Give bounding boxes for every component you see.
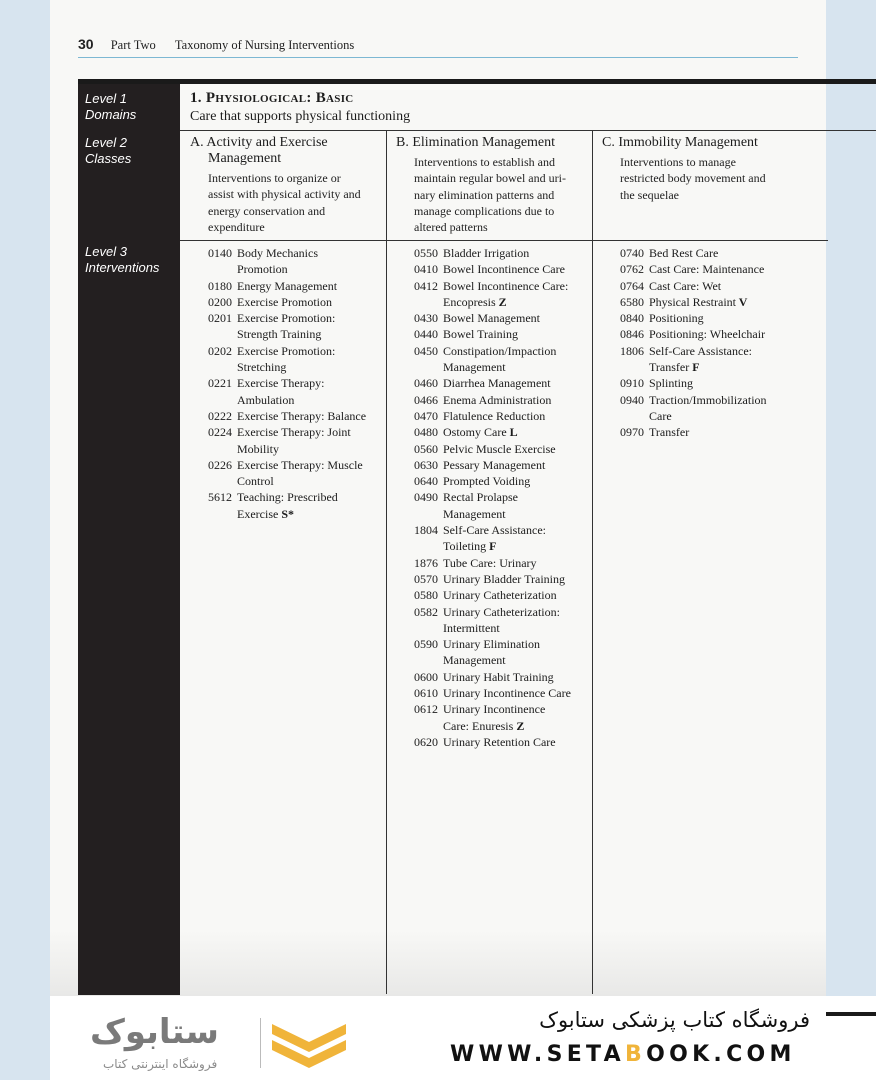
intervention-code: 1804: [414, 523, 438, 538]
intervention-name: Body Mechanics Promotion: [237, 246, 318, 277]
intervention-code: 0620: [414, 734, 438, 749]
intervention-name: Bed Rest Care: [649, 246, 719, 260]
intervention-name: Pessary Management: [443, 457, 546, 472]
intervention-code: 0560: [414, 441, 438, 456]
intervention-code: 1876: [414, 555, 438, 570]
intervention-name: Physical Restraint V: [649, 294, 748, 309]
class-a-title: A. Activity and Exercise Management: [190, 135, 328, 166]
intervention-code: 0612: [414, 702, 438, 717]
intervention-name: Urinary Habit Training: [443, 669, 554, 684]
intervention-code: 0466: [414, 392, 438, 407]
intervention-item: [414, 424, 588, 440]
intervention-name: Ostomy Care L: [443, 425, 518, 440]
intervention-code: 0910: [620, 376, 644, 391]
intervention-item: [414, 669, 588, 685]
class-b-title: B. Elimination Management: [396, 135, 556, 150]
intervention-code: 0640: [414, 474, 438, 489]
intervention-item: [208, 343, 384, 376]
class-c-interventions: [620, 245, 796, 441]
intervention-item: [414, 489, 588, 522]
domain-title: 1. Physiological: Basic: [190, 90, 354, 106]
level-sidebar: [78, 84, 180, 995]
intervention-code: 0460: [414, 376, 438, 391]
intervention-item: [414, 522, 588, 555]
intervention-code: 0430: [414, 311, 438, 326]
intervention-item: [414, 392, 588, 408]
class-b-interventions: [414, 245, 588, 750]
intervention-code: 1806: [620, 343, 644, 358]
intervention-item: [208, 278, 384, 294]
intervention-code: 6580: [620, 294, 644, 309]
intervention-item: [414, 555, 588, 571]
intervention-code: 5612: [208, 490, 232, 505]
intervention-item: [414, 343, 588, 376]
intervention-name: Urinary Elimination Management: [443, 637, 540, 668]
intervention-code: 0940: [620, 392, 644, 407]
intervention-item: [414, 278, 588, 311]
intervention-code: 0490: [414, 490, 438, 505]
intervention-tag: V: [736, 294, 748, 309]
intervention-item: [414, 261, 588, 277]
intervention-name: Enema Administration: [443, 392, 552, 407]
intervention-item: [414, 636, 588, 669]
intervention-name: Splinting: [649, 376, 694, 391]
class-rule: [180, 240, 828, 241]
intervention-code: 0480: [414, 425, 438, 440]
running-header: [78, 36, 354, 53]
intervention-name: Bowel Incontinence Care: Encopresis Z: [443, 278, 569, 309]
intervention-name: Urinary Bladder Training: [443, 571, 565, 586]
intervention-item: [208, 408, 384, 424]
intervention-item: [208, 294, 384, 310]
class-b-description: Interventions to establish and maintain regular bowel and uri- nary elimination patterns and manage complications due to altered patterns: [414, 155, 566, 235]
intervention-item: [620, 424, 796, 440]
intervention-code: 0740: [620, 246, 644, 260]
intervention-tag: F: [486, 539, 497, 554]
intervention-item: [414, 441, 588, 457]
intervention-code: 0582: [414, 604, 438, 619]
intervention-name: Cast Care: Wet: [649, 278, 722, 293]
logo-divider: [260, 1018, 261, 1068]
intervention-name: Urinary Incontinence Care: Enuresis Z: [443, 702, 546, 733]
intervention-name: Positioning: Wheelchair: [649, 327, 766, 342]
intervention-code: 0550: [414, 246, 438, 260]
column-divider-2: [592, 130, 593, 994]
intervention-name: Teaching: Prescribed Exercise S*: [237, 490, 338, 521]
intervention-name: Tube Care: Urinary: [443, 555, 537, 570]
intervention-item: [208, 457, 384, 490]
intervention-name: Urinary Catheterization: [443, 588, 557, 603]
intervention-code: 0221: [208, 376, 232, 391]
header-rule: [78, 57, 798, 58]
intervention-item: [620, 343, 796, 376]
intervention-item: [414, 473, 588, 489]
intervention-code: 0200: [208, 294, 232, 309]
intervention-code: 0201: [208, 311, 232, 326]
intervention-item: [414, 408, 588, 424]
class-c-title: C. Immobility Management: [602, 135, 758, 150]
intervention-item: [620, 310, 796, 326]
page-number: 30: [78, 36, 94, 52]
intervention-item: [620, 375, 796, 391]
domain-rule: [180, 130, 876, 131]
intervention-item: [620, 245, 796, 261]
intervention-item: [620, 392, 796, 425]
footer-bar: [826, 1012, 876, 1016]
intervention-name: Urinary Retention Care: [443, 734, 556, 749]
intervention-item: [620, 326, 796, 342]
intervention-item: [414, 375, 588, 391]
intervention-name: Diarrhea Management: [443, 376, 551, 391]
class-a-interventions: [208, 245, 384, 522]
intervention-name: Exercise Promotion: [237, 294, 332, 309]
intervention-code: 0840: [620, 311, 644, 326]
intervention-name: Transfer: [649, 425, 690, 440]
intervention-code: 0610: [414, 686, 438, 701]
intervention-name: Constipation/Impaction Management: [443, 343, 557, 375]
intervention-item: [620, 261, 796, 277]
intervention-name: Exercise Therapy: Joint Mobility: [237, 425, 351, 456]
intervention-item: [414, 701, 588, 734]
intervention-code: 0140: [208, 246, 232, 260]
part-label: Part Two: [110, 38, 156, 52]
intervention-name: Pelvic Muscle Exercise: [443, 441, 556, 456]
intervention-code: 0762: [620, 262, 644, 277]
intervention-tag: Z: [495, 294, 507, 309]
intervention-code: 0600: [414, 669, 438, 684]
intervention-name: Exercise Promotion: Strength Training: [237, 311, 336, 342]
intervention-item: [208, 245, 384, 278]
intervention-item: [414, 604, 588, 637]
intervention-code: 0412: [414, 278, 438, 293]
intervention-item: [620, 278, 796, 294]
intervention-code: 0580: [414, 588, 438, 603]
intervention-name: Rectal Prolapse Management: [443, 490, 518, 521]
intervention-name: Flatulence Reduction: [443, 408, 546, 423]
intervention-code: 0226: [208, 457, 232, 472]
level1-label: Level 1 Domains: [85, 91, 137, 122]
intervention-code: 0470: [414, 408, 438, 423]
intervention-name: Energy Management: [237, 278, 338, 293]
intervention-code: 0202: [208, 343, 232, 358]
intervention-code: 0590: [414, 637, 438, 652]
intervention-tag: S*: [278, 506, 294, 521]
intervention-code: 0440: [414, 327, 438, 342]
domain-description: Care that supports physical functioning: [190, 109, 411, 124]
class-a-description: Interventions to organize or assist with physical activity and energy conservation and expenditure: [208, 171, 361, 234]
intervention-item: [620, 294, 796, 310]
intervention-item: [414, 457, 588, 473]
intervention-name: Prompted Voiding: [443, 474, 531, 489]
intervention-name: Self-Care Assistance: Transfer F: [649, 343, 752, 375]
intervention-name: Urinary Incontinence Care: [443, 686, 571, 701]
intervention-tag: F: [689, 360, 700, 375]
intervention-name: Cast Care: Maintenance: [649, 262, 765, 277]
book-logo-icon: [272, 1020, 346, 1072]
class-c-description: Interventions to manage restricted body movement and the sequelae: [620, 155, 766, 202]
logo-subtitle: فروشگاه اینترنتی کتاب: [103, 1057, 218, 1071]
intervention-name: Exercise Therapy: Ambulation: [237, 376, 325, 407]
intervention-name: Urinary Catheterization: Intermittent: [443, 604, 560, 635]
level2-label: Level 2 Classes: [85, 135, 132, 166]
intervention-item: [414, 310, 588, 326]
intervention-name: Traction/Immobilization Care: [649, 392, 767, 423]
intervention-item: [208, 424, 384, 457]
intervention-item: [414, 245, 588, 261]
intervention-name: Positioning: [649, 311, 704, 326]
intervention-code: 0846: [620, 327, 644, 342]
intervention-item: [414, 734, 588, 750]
chapter-title: Taxonomy of Nursing Interventions: [174, 38, 355, 52]
intervention-item: [208, 310, 384, 343]
intervention-code: 0224: [208, 425, 232, 440]
intervention-item: [414, 326, 588, 342]
intervention-code: 0970: [620, 425, 644, 440]
intervention-item: [208, 489, 384, 522]
intervention-tag: L: [506, 425, 518, 440]
store-name: فروشگاه کتاب پزشکی ستابوک: [539, 1008, 810, 1032]
column-divider-1: [386, 130, 387, 994]
intervention-name: Self-Care Assistance: Toileting F: [443, 523, 546, 554]
logo-text: ستابوک: [90, 1012, 219, 1052]
intervention-item: [208, 375, 384, 408]
intervention-code: 0180: [208, 278, 232, 293]
level3-label: Level 3 Interventions: [85, 244, 160, 275]
intervention-name: Exercise Therapy: Muscle Control: [237, 457, 363, 489]
intervention-name: Bowel Incontinence Care: [443, 262, 565, 277]
intervention-code: 0570: [414, 571, 438, 586]
intervention-code: 0764: [620, 278, 644, 293]
intervention-name: Bladder Irrigation: [443, 246, 530, 260]
intervention-name: Exercise Therapy: Balance: [237, 408, 367, 423]
table-top-rule: [78, 79, 876, 84]
store-url[interactable]: WWW.SETABOOK.COM: [450, 1042, 796, 1067]
intervention-item: [414, 685, 588, 701]
intervention-name: Bowel Management: [443, 311, 540, 326]
intervention-code: 0222: [208, 408, 232, 423]
intervention-code: 0410: [414, 262, 438, 277]
intervention-code: 0450: [414, 343, 438, 358]
intervention-item: [414, 587, 588, 603]
intervention-name: Exercise Promotion: Stretching: [237, 343, 336, 375]
intervention-name: Bowel Training: [443, 327, 519, 342]
intervention-code: 0630: [414, 457, 438, 472]
intervention-item: [414, 571, 588, 587]
intervention-tag: Z: [513, 718, 525, 733]
